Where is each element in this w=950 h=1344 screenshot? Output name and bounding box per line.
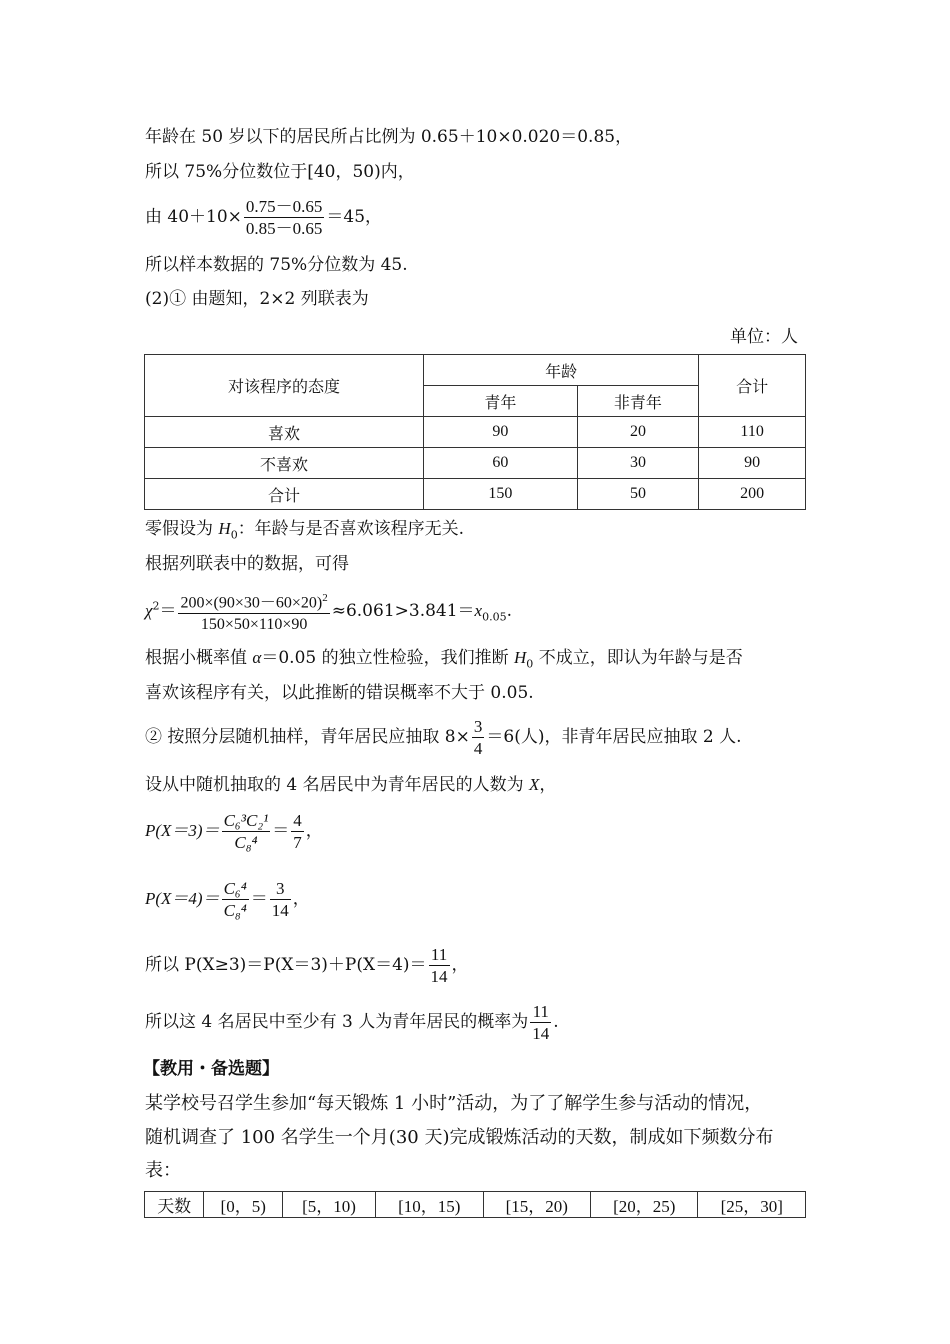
text: 不成立，即认为年龄与是否 <box>533 648 743 668</box>
text-line-17: 随机调查了 100 名学生一个月(30 天)完成锻炼活动的天数，制成如下频数分布 <box>145 1127 774 1148</box>
text-line-7: 根据列联表中的数据，可得 <box>145 554 349 574</box>
text: ， <box>305 821 323 841</box>
superscript: 2 <box>322 592 328 604</box>
text-line-11 <box>145 774 556 796</box>
denominator: 7 <box>293 833 302 852</box>
text: P(X＝4)＝ <box>145 889 220 908</box>
text-line-1: 年龄在 50 岁以下的居民所占比例为 0.65＋10×0.020＝0.85， <box>145 127 633 147</box>
subscript: 0 <box>230 528 238 542</box>
table-row <box>145 1192 806 1218</box>
numerator: 3 <box>473 717 483 736</box>
header-young: 青年 <box>424 386 578 417</box>
section-title: 【教用・备选题】 <box>143 1059 279 1079</box>
text: 所以这 4 名居民中至少有 3 人为青年居民的概率为 <box>145 1012 529 1032</box>
text: ＝45， <box>326 207 383 227</box>
header-nonyoung: 非青年 <box>577 386 699 417</box>
fraction <box>429 944 450 987</box>
text: ② 按照分层随机抽样，青年居民应抽取 8× <box>145 727 470 747</box>
cell-young: 60 <box>424 448 578 479</box>
symbol-chi: χ <box>145 601 153 621</box>
symbol-h: H <box>514 648 527 667</box>
cell-young: 150 <box>424 479 578 510</box>
text-line-10 <box>145 716 741 759</box>
header-age: 年龄 <box>424 355 699 386</box>
text: ， <box>539 775 557 795</box>
text-line-4: 所以样本数据的 75%分位数为 45. <box>145 255 408 275</box>
text-line-18: 表： <box>145 1160 181 1181</box>
text: 设从中随机抽取的 4 名居民中为青年居民的人数为 <box>145 775 530 795</box>
text: 根据小概率值 <box>145 648 253 668</box>
fraction <box>222 878 249 921</box>
fraction <box>291 810 304 853</box>
cell-interval: [15，20) <box>483 1192 590 1218</box>
cell-young: 90 <box>424 417 578 448</box>
text: P(X＝3)＝ <box>145 821 220 840</box>
text: ＝ <box>159 601 177 622</box>
cell-interval: [5，10) <box>283 1192 376 1218</box>
symbol-alpha: α <box>252 648 262 667</box>
formula-line-3 <box>145 196 382 239</box>
table-row <box>145 479 806 510</box>
text: ≈6.061>3.841＝ <box>331 601 475 622</box>
text: ＝6(人)，非青年居民应抽取 2 人. <box>486 727 742 747</box>
denominator: 14 <box>532 1024 550 1043</box>
fraction <box>270 878 291 921</box>
table-row <box>145 417 806 448</box>
text: ：年龄与是否喜欢该程序无关. <box>237 519 465 539</box>
fraction <box>244 196 325 239</box>
text: ＝ <box>272 821 290 841</box>
numerator <box>178 588 329 614</box>
numerator: C₆³C₂¹ <box>223 811 269 830</box>
cell-interval: [25，30] <box>698 1192 806 1218</box>
numerator: 11 <box>429 944 450 966</box>
numerator: 4 <box>293 811 302 830</box>
contingency-table <box>144 354 806 510</box>
probability-x3 <box>145 810 323 853</box>
numerator: C₆⁴ <box>223 879 247 898</box>
text-line-16: 某学校号召学生参加“每天锻炼 1 小时”活动，为了了解学生参与活动的情况， <box>145 1093 763 1114</box>
cell-nonyoung: 20 <box>577 417 699 448</box>
text-line-9: 喜欢该程序有关，以此推断的错误概率不大于 0.05. <box>145 683 534 703</box>
cell-days-label: 天数 <box>145 1192 204 1218</box>
text: ＝ <box>250 889 268 909</box>
denominator: 0.85－0.65 <box>245 219 323 238</box>
denominator: C₈⁴ <box>234 833 258 852</box>
symbol-h: H <box>218 519 231 538</box>
numerator-text: 200×(90×30－60×20) <box>180 594 323 612</box>
denominator: 14 <box>430 967 448 986</box>
text: ， <box>451 955 469 975</box>
text: 零假设为 <box>145 519 219 539</box>
cell-interval: [20，25) <box>591 1192 698 1218</box>
cell-total: 110 <box>699 417 806 448</box>
frequency-table <box>144 1191 806 1218</box>
chi-square-formula <box>145 588 512 635</box>
header-total: 合计 <box>699 355 806 417</box>
symbol-x: x <box>474 601 483 621</box>
denominator: 150×50×110×90 <box>200 616 308 634</box>
denominator: 14 <box>271 901 289 920</box>
text-line-6 <box>145 518 464 546</box>
cell-interval: [10，15) <box>376 1192 483 1218</box>
text-line-2: 所以 75%分位数位于[40，50)内， <box>145 162 415 182</box>
fraction <box>178 588 329 635</box>
denominator: 4 <box>473 739 483 758</box>
cell-total: 200 <box>699 479 806 510</box>
text-line-8 <box>145 647 743 675</box>
text: . <box>506 601 512 622</box>
numerator: 0.75－0.65 <box>245 197 323 216</box>
fraction <box>472 716 485 759</box>
fraction <box>222 810 271 853</box>
numerator: 11 <box>530 1001 551 1023</box>
text: 所以 P(X≥3)＝P(X＝3)＋P(X＝4)＝ <box>145 955 427 975</box>
text: ＝0.05 的独立性检验，我们推断 <box>261 648 515 668</box>
symbol-x: X <box>529 775 540 794</box>
superscript: 2 <box>152 599 160 613</box>
table-row <box>145 448 806 479</box>
subscript: 0.05 <box>482 610 507 624</box>
cell-nonyoung: 50 <box>577 479 699 510</box>
probability-x4 <box>145 878 310 921</box>
row-label: 喜欢 <box>145 417 424 448</box>
row-label: 不喜欢 <box>145 448 424 479</box>
numerator: 3 <box>270 878 291 900</box>
cell-nonyoung: 30 <box>577 448 699 479</box>
fraction <box>530 1001 551 1044</box>
unit-label: 单位：人 <box>730 327 798 347</box>
cell-interval: [0，5) <box>204 1192 283 1218</box>
text-line-5: (2)① 由题知，2×2 列联表为 <box>145 289 369 309</box>
text: . <box>553 1012 559 1032</box>
row-label: 合计 <box>145 479 424 510</box>
header-attitude: 对该程序的态度 <box>145 355 424 417</box>
text: 由 40＋10× <box>145 207 242 227</box>
text-line-14 <box>145 944 469 987</box>
text: ， <box>292 889 310 909</box>
subscript: 0 <box>526 657 534 671</box>
cell-total: 90 <box>699 448 806 479</box>
text-line-15 <box>145 1001 559 1044</box>
denominator: C₈⁴ <box>223 901 247 920</box>
